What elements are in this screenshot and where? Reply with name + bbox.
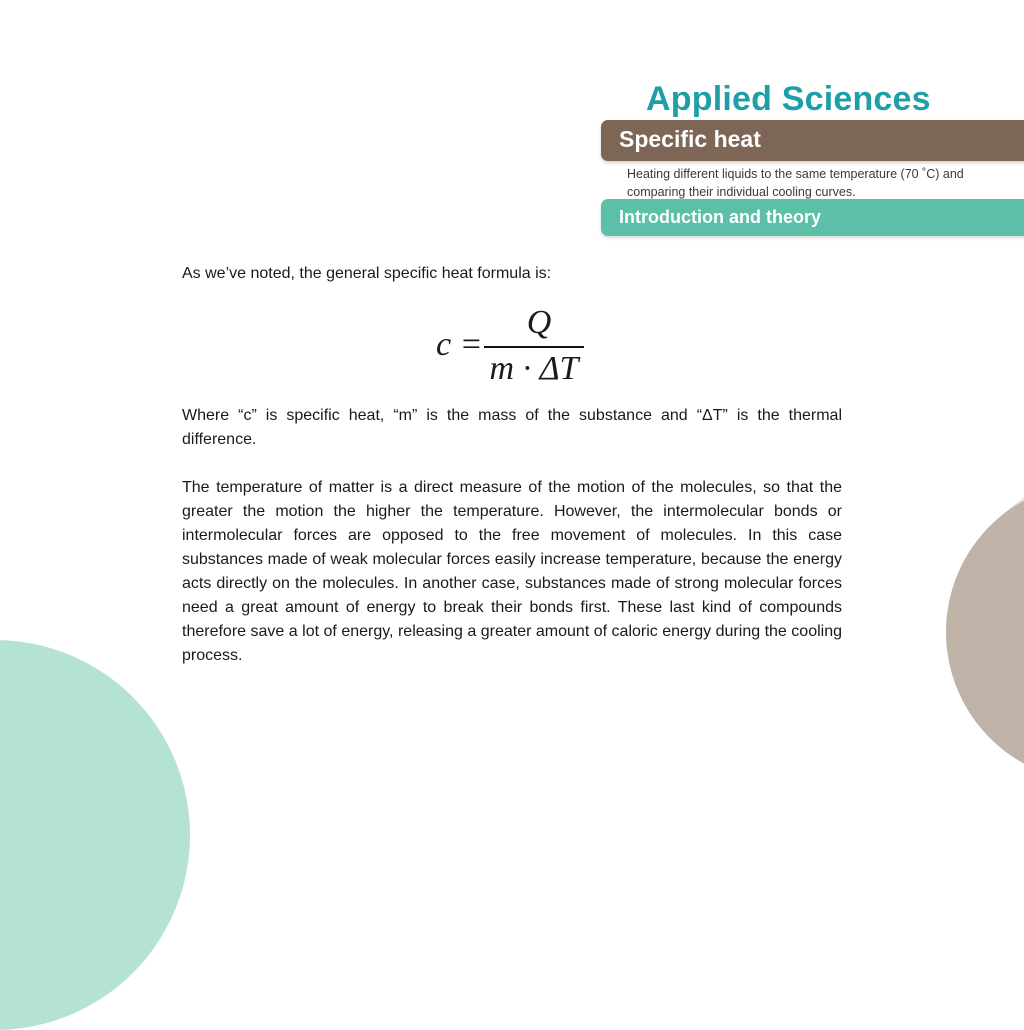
formula-numerator: Q (526, 304, 552, 341)
specific-heat-formula (430, 300, 600, 400)
formula-lhs: c = (436, 326, 483, 363)
decorative-circle-left (0, 640, 190, 1030)
brand-logo-text: Applied Sciences (646, 80, 931, 118)
intro-text: As we’ve noted, the general specific heat formula is: (182, 265, 552, 282)
page-subtitle: Heating different liquids to the same temperature (70 ˚C) and comparing their individual cooling curves. (627, 167, 964, 199)
explanation-paragraph: The temperature of matter is a direct measure of the motion of the molecules, so that the greater the motion the higher the temperature. However, the intermolecular bonds or intermolecular forces are opposed to the free movement of molecules. In this case substances made of weak molecular forces easily increase temperature, because the energy acts directly on the molecules. In another case, substances made of strong molecular forces need a great amount of energy to break their bonds first. These last kind of compounds therefore save a lot of energy, releasing a greater amount of caloric energy during the cooling process. (182, 479, 842, 664)
definition-paragraph: Where “c” is specific heat, “m” is the mass of the substance and “ΔT” is the thermal difference. (182, 407, 842, 448)
formula-denominator: m · ΔT (489, 350, 579, 387)
section-bar (601, 199, 1024, 236)
section-title: Introduction and theory (619, 207, 821, 227)
decorative-circle-right (946, 482, 1024, 782)
title-bar (601, 120, 1024, 161)
formula-fraction-bar (484, 346, 584, 348)
page-title: Specific heat (619, 126, 761, 152)
